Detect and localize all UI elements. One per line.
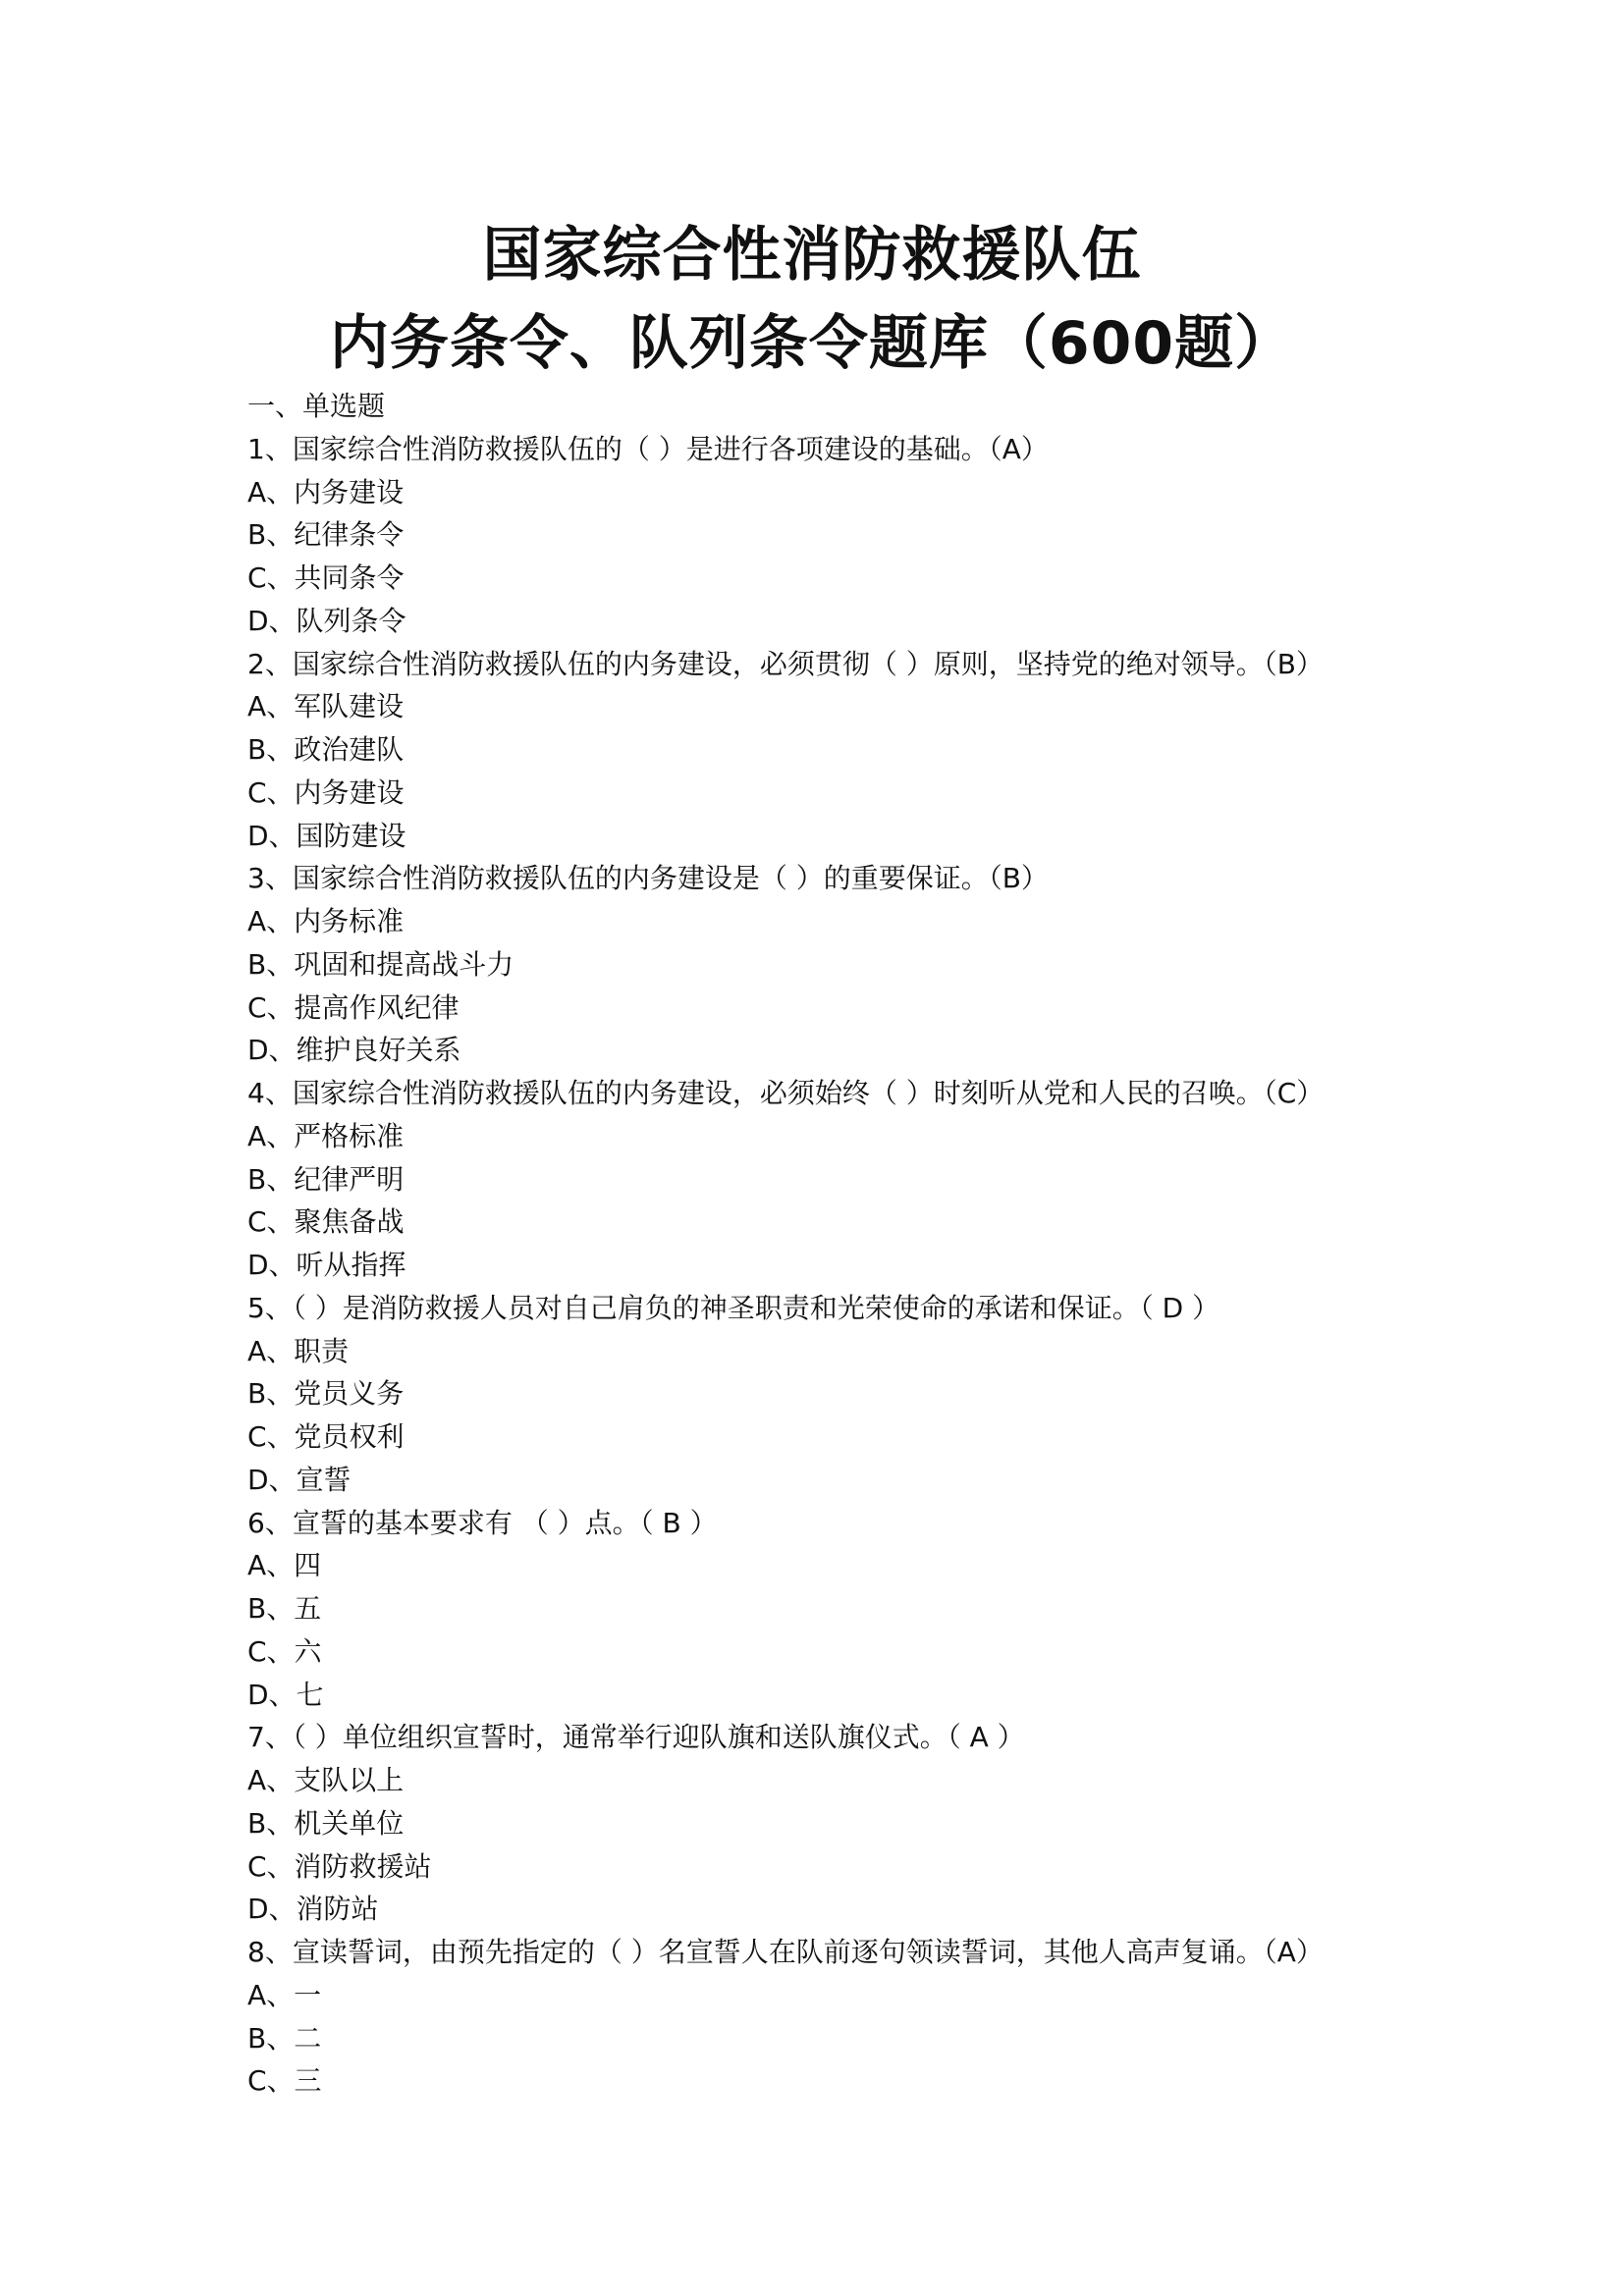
question-option: A、一: [247, 1978, 322, 2011]
section-heading: 一、单选题: [247, 390, 386, 422]
question-option: A、支队以上: [247, 1764, 405, 1796]
question-option: B、纪律条令: [247, 518, 405, 552]
question-option: D、国防建设: [247, 819, 406, 852]
question-option: A、职责: [247, 1334, 350, 1367]
question-stem: 2、国家综合性消防救援队伍的内务建设，必须贯彻（ ）原则，坚持党的绝对领导。（B）: [247, 647, 1324, 680]
question-option: B、五: [247, 1592, 322, 1625]
question-option: A、内务标准: [247, 905, 405, 937]
question-option: B、机关单位: [247, 1806, 405, 1840]
question-option: A、四: [247, 1549, 322, 1582]
question-stem: 8、宣读誓词，由预先指定的（ ）名宣誓人在队前逐句领读誓词，其他人高声复诵。（A）: [247, 1936, 1324, 1968]
question-option: C、六: [247, 1634, 322, 1668]
question-option: B、政治建队: [247, 733, 405, 766]
question-option: D、宣誓: [247, 1463, 352, 1496]
question-option: A、内务建设: [247, 475, 405, 508]
question-option: C、党员权利: [247, 1420, 405, 1453]
question-option: C、三: [247, 2064, 322, 2098]
question-option: D、维护良好关系: [247, 1034, 461, 1067]
question-list: [247, 385, 1426, 2103]
question-stem: 3、国家综合性消防救援队伍的内务建设是（ ）的重要保证。（B）: [247, 862, 1049, 895]
question-option: D、听从指挥: [247, 1249, 406, 1281]
question-option: B、党员义务: [247, 1377, 405, 1411]
title-line-1: 国家综合性消防救援队伍: [482, 221, 1142, 290]
question-option: C、聚焦备战: [247, 1205, 405, 1239]
question-option: D、七: [247, 1678, 324, 1711]
title-line-2: 内务条令、队列条令题库（600题）: [329, 309, 1295, 378]
question-stem: 7、（ ）单位组织宣誓时，通常举行迎队旗和送队旗仪式。（ A ）: [247, 1721, 1025, 1754]
question-option: A、军队建设: [247, 690, 405, 723]
question-stem: 5、（ ）是消防救援人员对自己肩负的神圣职责和光荣使命的承诺和保证。（ D ）: [247, 1291, 1220, 1324]
question-stem: 6、宣誓的基本要求有 （ ）点。（ B ）: [247, 1506, 718, 1539]
question-option: A、严格标准: [247, 1119, 405, 1152]
question-stem: 1、国家综合性消防救援队伍的（ ）是进行各项建设的基础。（A）: [247, 432, 1049, 465]
question-option: C、消防救援站: [247, 1849, 432, 1883]
question-option: B、巩固和提高战斗力: [247, 947, 514, 981]
question-option: D、队列条令: [247, 604, 406, 637]
question-option: B、纪律严明: [247, 1162, 405, 1196]
question-option: C、提高作风纪律: [247, 990, 460, 1024]
document-title: [0, 218, 1624, 393]
question-option: C、内务建设: [247, 775, 405, 809]
question-option: B、二: [247, 2021, 322, 2055]
question-option: C、共同条令: [247, 561, 405, 594]
question-option: D、消防站: [247, 1893, 379, 1926]
question-stem: 4、国家综合性消防救援队伍的内务建设，必须始终（ ）时刻听从党和人民的召唤。（C）: [247, 1077, 1325, 1109]
